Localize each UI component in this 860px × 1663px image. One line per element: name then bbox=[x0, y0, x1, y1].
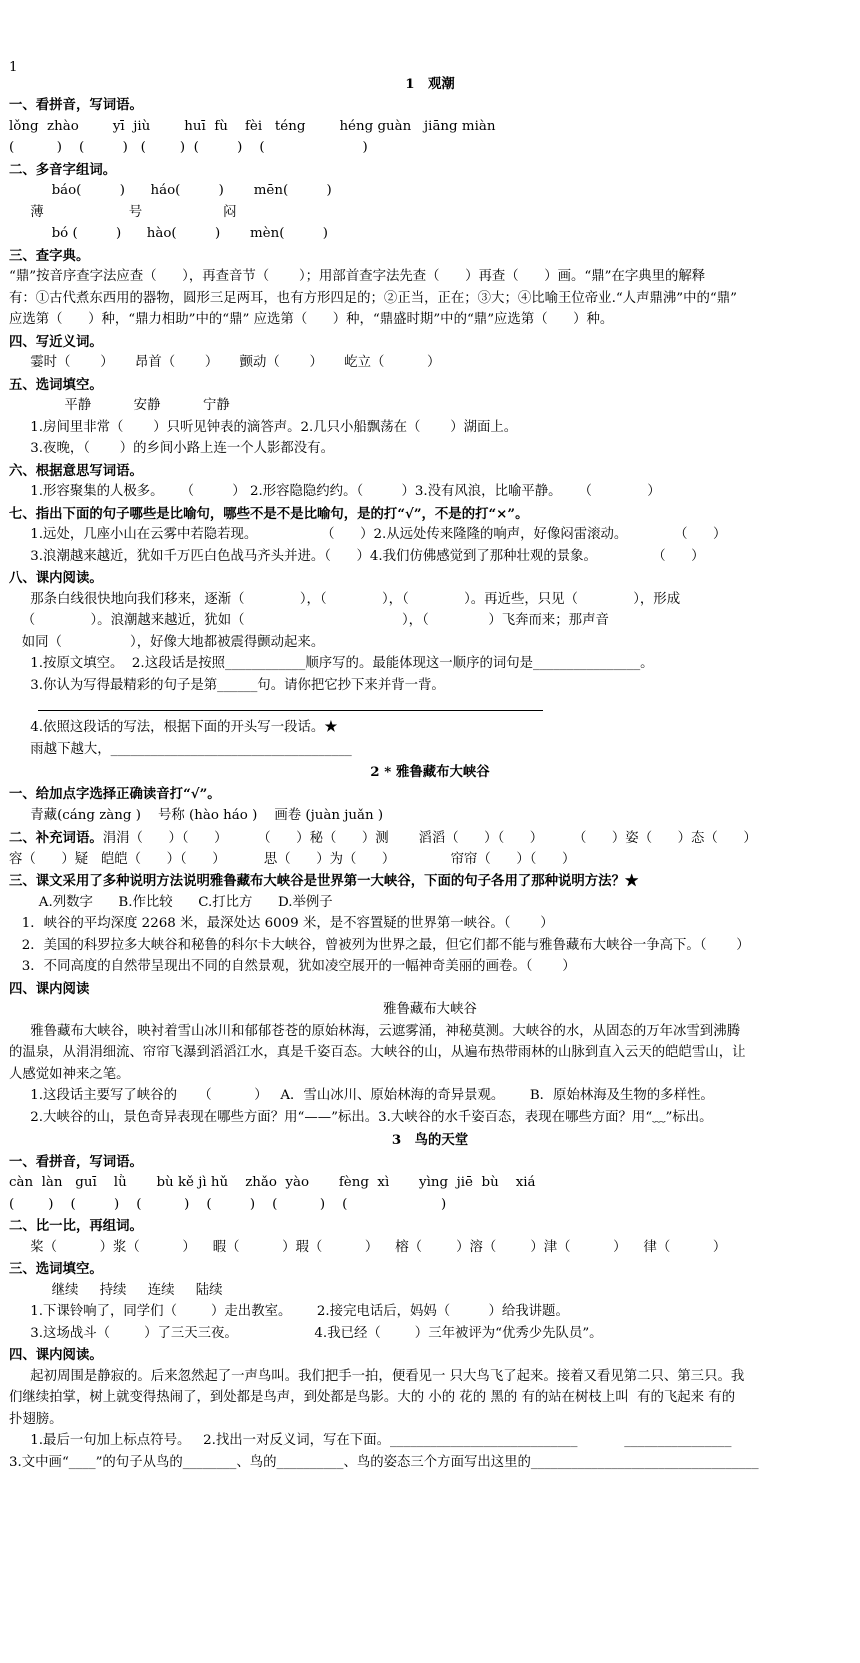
text-line: 4.依照这段话的写法，根据下面的开头写一段话。★ bbox=[9, 720, 338, 735]
text-line: 那条白线很快地向我们移来，逐渐（ ），（ ），（ ）。再近些，只见（ ），形成 bbox=[9, 592, 681, 607]
heading-1-8: 八、课内阅读。 bbox=[9, 570, 103, 586]
heading-2-4: 四、课内阅读 bbox=[9, 981, 90, 997]
heading-3-2: 二、比一比，再组词。 bbox=[9, 1218, 143, 1234]
text-line: 们继续拍掌，树上就变得热闹了，到处都是鸟声，到处都是鸟影。大的 小的 花的 黑的 有的站在树枝上叫 有的飞起来 有的 bbox=[9, 1390, 736, 1405]
heading-2-1: 一、给加点字选择正确读音打“√”。 bbox=[9, 786, 221, 802]
text-line: 2．美国的科罗拉多大峡谷和秘鲁的科尔卡大峡谷，曾被列为世界之最，但它们都不能与雅鲁藏布大峡谷一争高下。（ ） bbox=[9, 938, 750, 953]
text-line: （ ）。浪潮越来越近，犹如（ ），（ ）飞奔而来；那声音 bbox=[9, 613, 609, 628]
page-marker: 1 bbox=[9, 60, 18, 75]
answer-line bbox=[38, 710, 543, 711]
text-line: báo( ) háo( ) mēn( ) bbox=[9, 183, 332, 198]
text-line: 霎时（ ） 昂首（ ） 颤动（ ） 屹立（ ） bbox=[9, 355, 441, 370]
lesson-3-title: 3 鸟的天堂 bbox=[391, 1132, 469, 1148]
text-line: 1.远处，几座小山在云雾中若隐若现。 （ ）2.从远处传来隆隆的响声，好像闷雷滚动。 （ ） bbox=[9, 527, 727, 542]
text-line: 1.房间里非常（ ）只听见钟表的滴答声。2.几只小船飘荡在（ ）湖面上。 bbox=[9, 420, 518, 435]
text-line: 容（ ）疑 皑皑（ ）（ ） 思（ ）为（ ） 帘帘（ ）（ ） bbox=[9, 852, 576, 867]
text-line: 雅鲁藏布大峡谷，映衬着雪山冰川和郁郁苍苍的原始林海，云遮雾涌，神秘莫测。大峡谷的水，从固态的万年冰雪到沸腾 bbox=[9, 1024, 740, 1039]
text-line: 3．不同高度的自然带呈现出不同的自然景观，犹如凌空展开的一幅神奇美丽的画卷。（ ） bbox=[9, 959, 576, 974]
text-line: 1.形容聚集的人极多。 （ ） 2.形容隐隐约约。（ ）3.没有风浪，比喻平静。 （ ） bbox=[9, 484, 661, 499]
heading-1-4: 四、写近义词。 bbox=[9, 334, 103, 350]
heading-1-2: 二、多音字组词。 bbox=[9, 162, 117, 178]
text-line: 1．峡谷的平均深度 2268 米，最深处达 6009 米，是不容置疑的世界第一峡谷。（ ） bbox=[9, 916, 554, 931]
text-line: 雨越下越大，____________________________________ bbox=[9, 742, 352, 757]
text-line: 1.最后一句加上标点符号。 2.找出一对反义词，写在下面。____________________________ ________________ bbox=[9, 1433, 732, 1448]
heading-2-2: 二、补充词语。 bbox=[9, 830, 103, 846]
pinyin-row: lǒng zhào yī jiù huī fù fèi téng héng guàn jiāng miàn bbox=[9, 119, 496, 134]
option-list: A.列数字 B.作比较 C.打比方 D.举例子 bbox=[9, 895, 333, 910]
text-line: 扑翅膀。 bbox=[9, 1412, 63, 1427]
answer-brackets-row: ( ) ( ) ( ) ( ) ( ) bbox=[9, 140, 368, 155]
heading-1-7: 七、指出下面的句子哪些是比喻句，哪些不是不是比喻句，是的打“√”，不是的打“×”。 bbox=[9, 506, 529, 522]
passage-title: 雅鲁藏布大峡谷 bbox=[383, 1002, 477, 1017]
text-line: 2.大峡谷的山，景色奇异表现在哪些方面？用“——”标出。3.大峡谷的水千姿百态，表现在哪些方面？用“﹏”标出。 bbox=[9, 1110, 713, 1125]
lesson-2-title: 2 * 雅鲁藏布大峡谷 bbox=[370, 764, 490, 780]
text-line: 3.你认为写得最精彩的句子是第______句。请你把它抄下来并背一背。 bbox=[9, 678, 445, 693]
text-line: 人感觉如神来之笔。 bbox=[9, 1067, 130, 1082]
text-line: 桨（ ）浆（ ） 暇（ ）瑕（ ） 榕（ ）溶（ ）津（ ） 律（ ） bbox=[9, 1240, 727, 1255]
heading-1-3: 三、查字典。 bbox=[9, 248, 90, 264]
pinyin-row: càn làn guī lǜ bù kě jì hǔ zhǎo yào fèng xì yìng jiē bù xiá bbox=[9, 1175, 536, 1190]
text-line: 3.文中画“____”的句子从鸟的________、鸟的__________、鸟的姿态三个方面写出这里的__________________________________ bbox=[9, 1455, 759, 1470]
text-line: 如同（ ），好像大地都被震得颤动起来。 bbox=[9, 635, 325, 650]
text-line: 起初周围是静寂的。后来忽然起了一声鸟叫。我们把手一拍，便看见一 只大鸟飞了起来。接着又看见第二只、第三只。我 bbox=[9, 1369, 745, 1384]
text-line: 1.下课铃响了，同学们（ ）走出教室。 2.接完电话后，妈妈（ ）给我讲题。 bbox=[9, 1304, 569, 1319]
text-line: 薄 号 闷 bbox=[9, 205, 237, 220]
text-line: “鼎”按音序查字法应查（ ），再查音节（ ）；用部首查字法先查（ ）再查（ ）画。“鼎”在字典里的解释 bbox=[9, 269, 706, 284]
answer-brackets-row: ( ) ( ) ( ) ( ) ( ) ( ) bbox=[9, 1197, 447, 1212]
text-line: 1.按原文填空。 2.这段话是按照____________顺序写的。最能体现这一顺序的词句是________________。 bbox=[9, 656, 654, 671]
heading-1-5: 五、选词填空。 bbox=[9, 377, 103, 393]
text-line: 3.浪潮越来越近，犹如千万匹白色战马齐头并进。（ ）4.我们仿佛感觉到了那种壮观的景象。 （ ） bbox=[9, 549, 705, 564]
text-line: 1.这段话主要写了峡谷的 （ ） A．雪山冰川、原始林海的奇异景观。 B．原始林海及生物的多样性。 bbox=[9, 1088, 714, 1103]
text-line: 3.这场战斗（ ）了三天三夜。 4.我已经（ ）三年被评为“优秀少先队员”。 bbox=[9, 1326, 603, 1341]
idiom-blanks: 涓涓（ ）（ ） （ ）秘（ ）测 滔滔（ ）（ ） （ ）姿（ ）态（ ） bbox=[102, 831, 757, 846]
text-line: bó ( ) hào( ) mèn( ) bbox=[9, 226, 328, 241]
word-choices: 继续 持续 连续 陆续 bbox=[9, 1283, 223, 1298]
heading-2-3: 三、课文采用了多种说明方法说明雅鲁藏布大峡谷是世界第一大峡谷，下面的句子各用了那种说明方法？★ bbox=[9, 873, 639, 889]
heading-3-3: 三、选词填空。 bbox=[9, 1261, 103, 1277]
lesson-1-title: 1 观潮 bbox=[405, 76, 455, 92]
heading-3-4: 四、课内阅读。 bbox=[9, 1347, 103, 1363]
text-line: 有：①古代煮东西用的器物，圆形三足两耳，也有方形四足的；②正当，正在；③大；④比喻王位帝业.“人声鼎沸”中的“鼎” bbox=[9, 291, 737, 306]
word-choices: 平静 安静 宁静 bbox=[9, 398, 230, 413]
pronunciation-options: 青藏(cáng zàng ) 号称 (hào háo ) 画卷 (juàn juǎn ) bbox=[9, 808, 384, 823]
text-line: 的温泉，从涓涓细流、帘帘飞瀑到滔滔江水，真是千姿百态。大峡谷的山，从遍布热带雨林的山脉到直入云天的皑皑雪山，让 bbox=[9, 1045, 746, 1060]
heading-1-6: 六、根据意思写词语。 bbox=[9, 463, 143, 479]
text-line: 3.夜晚，（ ）的乡间小路上连一个人影都没有。 bbox=[9, 441, 334, 456]
idiom-row bbox=[9, 828, 757, 848]
heading-3-1: 一、看拼音，写词语。 bbox=[9, 1154, 143, 1170]
heading-1-1: 一、看拼音，写词语。 bbox=[9, 97, 143, 113]
text-line: 应选第（ ）种，“鼎力相助”中的“鼎” 应选第（ ）种，“鼎盛时期”中的“鼎”应选第（ ）种。 bbox=[9, 312, 614, 327]
